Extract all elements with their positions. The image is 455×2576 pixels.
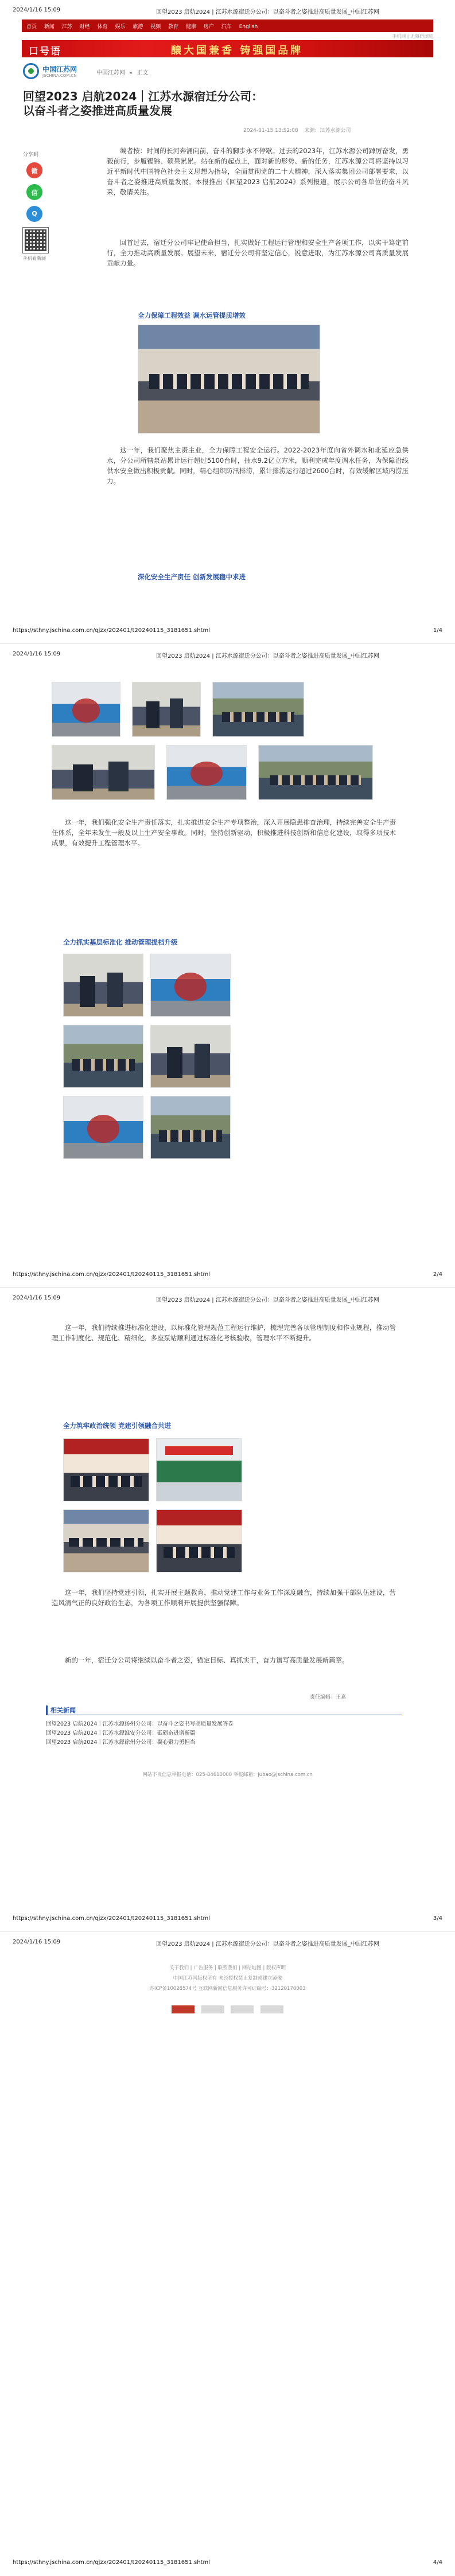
nav-item-video[interactable]: 视频 (150, 24, 161, 30)
article-photo (63, 1509, 149, 1572)
print-page-3 (0, 1288, 455, 1931)
site-footer (22, 1964, 433, 1995)
article-paragraph: 编者按：时间的长河奔涌向前，奋斗的脚步永不停歇。过去的2023年，江苏水源公司踔厉奋发，勇毅前行，步履铿锵、硕果累累。站在新的起点上，面对新的形势、新的任务，江苏水源公司将坚持以习近平新时代中国特色社会主义思想为指导，全面贯彻党的二十大精神，深入落实集团公司部署要求，以奋斗者之姿推进高质量发展。本报推出《回望2023 启航2024》系列报道，展示公司各单位的奋斗风采，敬请关注。 (107, 147, 409, 196)
top-nav-bar (22, 19, 433, 32)
print-page-number: 4/4 (433, 2559, 442, 2566)
footer-icp: 苏ICP备10028574号 互联网新闻信息服务许可证编号：32120170003 (149, 1986, 306, 1992)
print-footer (13, 2559, 442, 2567)
print-header (13, 651, 442, 659)
print-page-number: 2/4 (433, 1271, 442, 1278)
site-footer-report (22, 1771, 433, 1781)
footer-report-line: 网站不良信息举报电话：025-84610000 举报邮箱：jubao@jschina.com.cn (142, 1772, 313, 1778)
article-title: 回望2023 启航2024｜江苏水源宿迁分公司：以奋斗者之姿推进高质量发展 (23, 89, 263, 118)
ad-banner[interactable] (22, 40, 433, 57)
print-header (13, 7, 442, 15)
article-photo (63, 1096, 143, 1159)
print-date: 2024/1/16 15:09 (13, 1939, 61, 1945)
article-photo (156, 1509, 242, 1572)
article-paragraph: 回首过去，宿迁分公司牢记使命担当，扎实做好工程运行管理和安全生产各项工作，以实干笃定前行，全力推动高质量发展。展望未来，宿迁分公司将坚定信心，锐意进取，为江苏水源公司高质量发展贡献力量。 (107, 239, 409, 267)
print-date: 2024/1/16 15:09 (13, 7, 61, 13)
article-photo (132, 682, 201, 737)
nav-item-english[interactable]: English (239, 24, 258, 30)
police-badge-icon[interactable] (172, 2005, 195, 2013)
banner-slogan: 醸大国兼香 铸强国品牌 (171, 45, 304, 57)
print-footer (13, 1915, 442, 1923)
article-photo (63, 954, 143, 1017)
article-photo (52, 682, 120, 737)
print-page-1 (0, 0, 455, 643)
breadcrumb (96, 68, 151, 76)
footer-badges (0, 2005, 455, 2015)
nav-item-ent[interactable]: 娱乐 (115, 24, 126, 30)
section-subhead: 全力抓实基层标准化 推动管理提档升级 (63, 938, 178, 946)
article-photo (52, 745, 155, 800)
share-sidebar (23, 150, 63, 261)
article-paragraph: 这一年，我们持续推进标准化建设，以标准化管理规范工程运行维护，梳理完善各项管理制度和作业规程，推动管理工作制度化、规范化、精细化，多座泵站顺利通过标准化考核验收，管理水平不断提升。 (52, 1324, 396, 1342)
report-badge-icon[interactable] (201, 2005, 224, 2013)
trust-badge-icon[interactable] (231, 2005, 254, 2013)
print-date: 2024/1/16 15:09 (13, 1295, 61, 1301)
banner-left-text: 口号语 (29, 46, 61, 57)
wechat-share-icon[interactable]: 信 (26, 184, 42, 200)
sub-bar (22, 33, 433, 39)
section-subhead: 全力保障工程效益 调水运管提质增效 (138, 311, 246, 319)
print-header (13, 1295, 442, 1303)
mobile-link[interactable]: 手机网 | 无障碍浏览 (392, 34, 433, 39)
license-badge-icon[interactable] (260, 2005, 283, 2013)
article-paragraph: 这一年，我们坚持党建引领，扎实开展主题教育，推动党建工作与业务工作深度融合，持续加强干部队伍建设，营造风清气正的良好政治生态，为各项工作顺利开展提供坚强保障。 (52, 1588, 396, 1607)
article-photo (212, 682, 304, 737)
section-subhead: 全力筑牢政治统领 党建引领融合共进 (63, 1422, 172, 1430)
print-doc-title: 回望2023 启航2024 | 江苏水源宿迁分公司：以奋斗者之姿推进高质量发展_中国江苏网 (156, 653, 379, 659)
article-photo (156, 1438, 242, 1501)
nav-item-travel[interactable]: 旅游 (133, 24, 143, 30)
weibo-share-icon[interactable]: 微 (26, 162, 42, 178)
article-paragraph: 这一年，我们聚焦主责主业，全力保障工程安全运行。2022-2023年度向省外调水和北延应急供水，分公司所辖泵站累计运行超过5100台时，抽水9.2亿立方米，顺利完成年度调水任务，为保障沿线供水安全做出积极贡献。同时，精心组织防汛排涝，累计排涝运行超过2600台时，有效缓解区域内涝压力。 (107, 446, 409, 485)
editor-credit: 责任编辑：王嘉 (310, 1695, 347, 1700)
article-photo (63, 1438, 149, 1501)
nav-item-health[interactable]: 健康 (186, 24, 197, 30)
related-news-link[interactable]: 回望2023 启航2024｜江苏水源淮安分公司：砥砺奋进谱新篇 (46, 1730, 196, 1736)
print-footer (13, 1271, 442, 1279)
logo-name: 中国江苏网 (42, 65, 77, 73)
logo-icon (23, 63, 39, 79)
top-nav (26, 22, 263, 30)
article-photo (166, 745, 247, 800)
article-photo (258, 745, 373, 800)
nav-item-edu[interactable]: 教育 (168, 24, 179, 30)
article-photo (150, 1025, 231, 1088)
print-header (13, 1939, 442, 1947)
print-date: 2024/1/16 15:09 (13, 651, 61, 657)
print-page-2 (0, 644, 455, 1287)
print-url: https://sthny.jschina.com.cn/qjzx/202401/t20240115_3181651.shtml (13, 1271, 211, 1278)
nav-item-sports[interactable]: 体育 (97, 24, 108, 30)
article-photo (138, 325, 320, 434)
section-subhead: 深化安全生产责任 创新发展稳中求进 (138, 573, 246, 581)
nav-item-finance[interactable]: 财经 (79, 24, 90, 30)
print-footer (13, 627, 442, 635)
related-news-link[interactable]: 回望2023 启航2024｜江苏水源徐州分公司：凝心聚力勇担当 (46, 1739, 196, 1746)
qr-code-icon (23, 228, 48, 253)
breadcrumb-sep: » (129, 70, 133, 76)
footer-copyright: 中国江苏网版权所有 未经授权禁止复制或建立镜像 (173, 1976, 282, 1981)
print-doc-title: 回望2023 启航2024 | 江苏水源宿迁分公司：以奋斗者之姿推进高质量发展_中国江苏网 (156, 1297, 379, 1303)
share-label: 分享到 (23, 152, 39, 158)
qr-caption: 手机看新闻 (23, 256, 46, 261)
print-page-number: 3/4 (433, 1915, 442, 1922)
article-paragraph: 新的一年，宿迁分公司将继续以奋斗者之姿，锚定目标、真抓实干，奋力谱写高质量发展新篇章。 (65, 1656, 349, 1664)
nav-item-auto[interactable]: 汽车 (221, 24, 232, 30)
logo-en: JSCHINA.COM.CN (42, 73, 77, 78)
nav-item-news[interactable]: 新闻 (44, 24, 55, 30)
print-page-number: 1/4 (433, 627, 442, 634)
footer-links[interactable]: 关于我们 | 广告服务 | 联系我们 | 网站地图 | 版权声明 (169, 1965, 286, 1971)
print-doc-title: 回望2023 启航2024 | 江苏水源宿迁分公司：以奋斗者之姿推进高质量发展_中国江苏网 (156, 1941, 379, 1947)
article-paragraph: 这一年，我们强化安全生产责任落实，扎实推进安全生产专项整治，深入开展隐患排查治理，持续完善安全生产责任体系，全年未发生一般及以上生产安全事故。同时，坚持创新驱动，积极推进科技创新和信息化建设，取得多项技术成果，有效提升工程管理水平。 (52, 818, 396, 847)
site-logo[interactable] (23, 62, 80, 80)
article-time: 2024-01-15 13:52:08 (243, 128, 298, 134)
breadcrumb-current: 正文 (137, 70, 149, 76)
breadcrumb-home[interactable]: 中国江苏网 (96, 70, 125, 76)
nav-item-jiangsu[interactable]: 江苏 (61, 24, 72, 30)
nav-item-home[interactable]: 首页 (26, 24, 37, 30)
related-news-link[interactable]: 回望2023 启航2024｜江苏水源扬州分公司：以奋斗之姿书写高质量发展答卷 (46, 1721, 234, 1727)
print-page-4 (0, 1932, 455, 2575)
article-source: 来源：江苏水源公司 (304, 128, 351, 134)
print-url: https://sthny.jschina.com.cn/qjzx/202401/t20240115_3181651.shtml (13, 2559, 211, 2566)
related-news-heading: 相关新闻 (46, 1705, 76, 1715)
article-photo (150, 954, 231, 1017)
article-photo (63, 1025, 143, 1088)
print-url: https://sthny.jschina.com.cn/qjzx/202401/t20240115_3181651.shtml (13, 627, 211, 634)
print-url: https://sthny.jschina.com.cn/qjzx/202401/t20240115_3181651.shtml (13, 1915, 211, 1922)
article-meta (243, 126, 355, 134)
qzone-share-icon[interactable]: Q (26, 206, 42, 222)
article-photo (150, 1096, 231, 1159)
print-doc-title: 回望2023 启航2024 | 江苏水源宿迁分公司：以奋斗者之姿推进高质量发展_中国江苏网 (156, 9, 379, 15)
nav-item-house[interactable]: 房产 (203, 24, 214, 30)
